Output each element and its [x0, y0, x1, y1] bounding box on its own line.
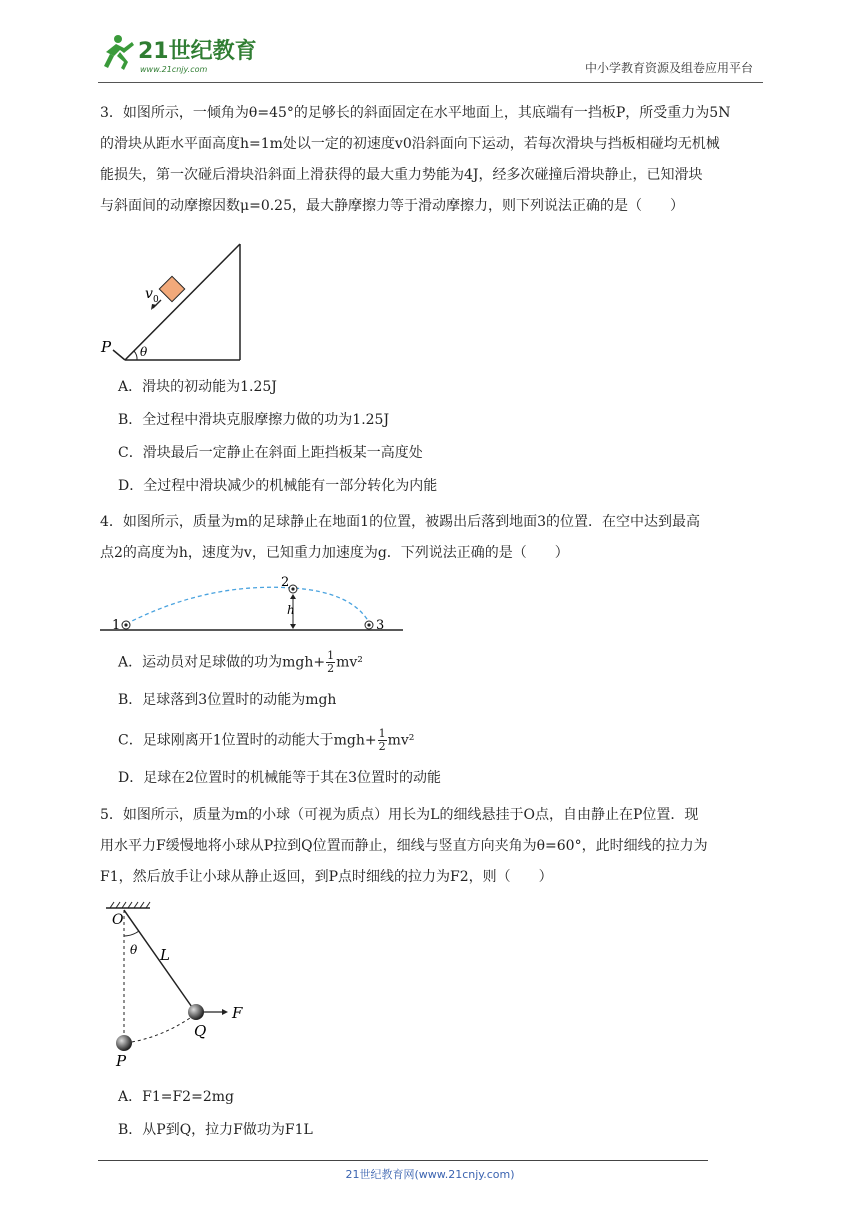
page-header	[98, 30, 763, 83]
trajectory-figure	[98, 570, 408, 636]
question-5-stem	[100, 800, 765, 893]
q4-option-c[interactable]: C．足球刚离开1位置时的动能大于mgh+ $\frac{1}{2}$ mv²	[118, 727, 415, 753]
q5-line: F1，然后放手让小球从静止返回，到P点时细线的拉力为F2，则（ ）	[100, 869, 553, 885]
q4-line: 点2的高度为h，速度为v，已知重力加速度为g．下列说法正确的是（ ）	[100, 545, 569, 561]
svg-text:θ: θ	[140, 345, 148, 359]
svg-text:h: h	[287, 603, 295, 617]
svg-text:L: L	[160, 946, 170, 964]
incline-slope	[125, 244, 240, 360]
arrowhead-icon	[222, 1009, 228, 1015]
svg-text:θ: θ	[130, 943, 138, 957]
svg-text:P: P	[116, 1052, 127, 1070]
theta-arc	[124, 931, 139, 936]
footer-divider	[98, 1160, 708, 1161]
q5-option-a[interactable]: A．F1=F2=2mg	[118, 1089, 234, 1105]
svg-text:3: 3	[376, 618, 385, 633]
question-4-stem	[100, 507, 765, 569]
q5-option-b[interactable]: B．从P到Q，拉力F做功为F1L	[118, 1122, 313, 1138]
slider-block	[159, 276, 184, 301]
ball-at-p	[116, 1035, 132, 1051]
ball-at-q	[188, 1004, 204, 1020]
pendulum-string	[124, 910, 194, 1010]
q5-line: 用水平力F缓慢地将小球从P拉到Q位置而静止，细线与竖直方向夹角为θ=60°，此时细线的拉力为	[100, 838, 708, 854]
svg-text:P: P	[101, 338, 112, 356]
site-logo	[98, 30, 258, 78]
swing-arc	[126, 1018, 190, 1043]
svg-text:O: O	[112, 912, 124, 928]
fraction-half: $\frac{1}{2}$	[378, 727, 386, 753]
svg-text:F: F	[232, 1004, 243, 1022]
q3-line: 3．如图所示，一倾角为θ=45°的足够长的斜面固定在水平地面上，其底端有一挡板P，所受重力为5N	[100, 105, 731, 121]
q3-line: 与斜面间的动摩擦因数μ=0.25，最大静摩擦力等于滑动摩擦力，则下列说法正确的是（ ）	[100, 198, 684, 214]
q4-option-d[interactable]: D．足球在2位置时的机械能等于其在3位置时的动能	[118, 770, 442, 786]
theta-arc	[134, 351, 137, 360]
q4-line: 4．如图所示，质量为m的足球静止在地面1的位置，被踢出后落到地面3的位置．在空中达到最高	[100, 514, 700, 530]
q4-option-b[interactable]: B．足球落到3位置时的动能为mgh	[118, 692, 337, 708]
q3-line: 的滑块从距水平面高度h=1m处以一定的初速度v0沿斜面向下运动，若每次滑块与挡板相碰均无机械	[100, 136, 720, 152]
svg-text:21世纪教育: 21世纪教育	[138, 39, 257, 64]
svg-text:Q: Q	[194, 1022, 207, 1040]
q4-option-a[interactable]: A．运动员对足球做的功为mgh+ $\frac{1}{2}$ mv²	[118, 649, 363, 675]
svg-text:www.21cnjy.com: www.21cnjy.com	[140, 65, 208, 74]
q3-option-d[interactable]: D．全过程中滑块减少的机械能有一部分转化为内能	[118, 478, 438, 494]
ball-trajectory	[126, 587, 370, 624]
svg-text:1: 1	[112, 618, 121, 633]
page-footer: 21世纪教育网(www.21cnjy.com)	[345, 1168, 515, 1181]
fraction-half: $\frac{1}{2}$	[327, 649, 335, 675]
q5-line: 5．如图所示，质量为m的小球（可视为质点）用长为L的细线悬挂于O点，自由静止在P位置．现	[100, 807, 699, 823]
question-3-stem	[100, 98, 765, 222]
svg-text:v: v	[145, 286, 153, 302]
svg-text:2: 2	[281, 575, 290, 590]
barrier-board	[113, 350, 125, 360]
platform-tagline: 中小学教育资源及组卷应用平台	[584, 61, 753, 75]
svg-text:0: 0	[153, 295, 159, 305]
q3-option-b[interactable]: B．全过程中滑块克服摩擦力做的功为1.25J	[118, 412, 390, 428]
q3-line: 能损失，第一次碰后滑块沿斜面上滑获得的最大重力势能为4J，经多次碰撞后滑块静止，已知滑块	[100, 167, 703, 183]
pendulum-figure	[100, 898, 260, 1070]
q3-option-a[interactable]: A．滑块的初动能为1.25J	[118, 379, 277, 395]
incline-figure	[95, 238, 255, 368]
q3-option-c[interactable]: C．滑块最后一定静止在斜面上距挡板某一高度处	[118, 445, 423, 461]
